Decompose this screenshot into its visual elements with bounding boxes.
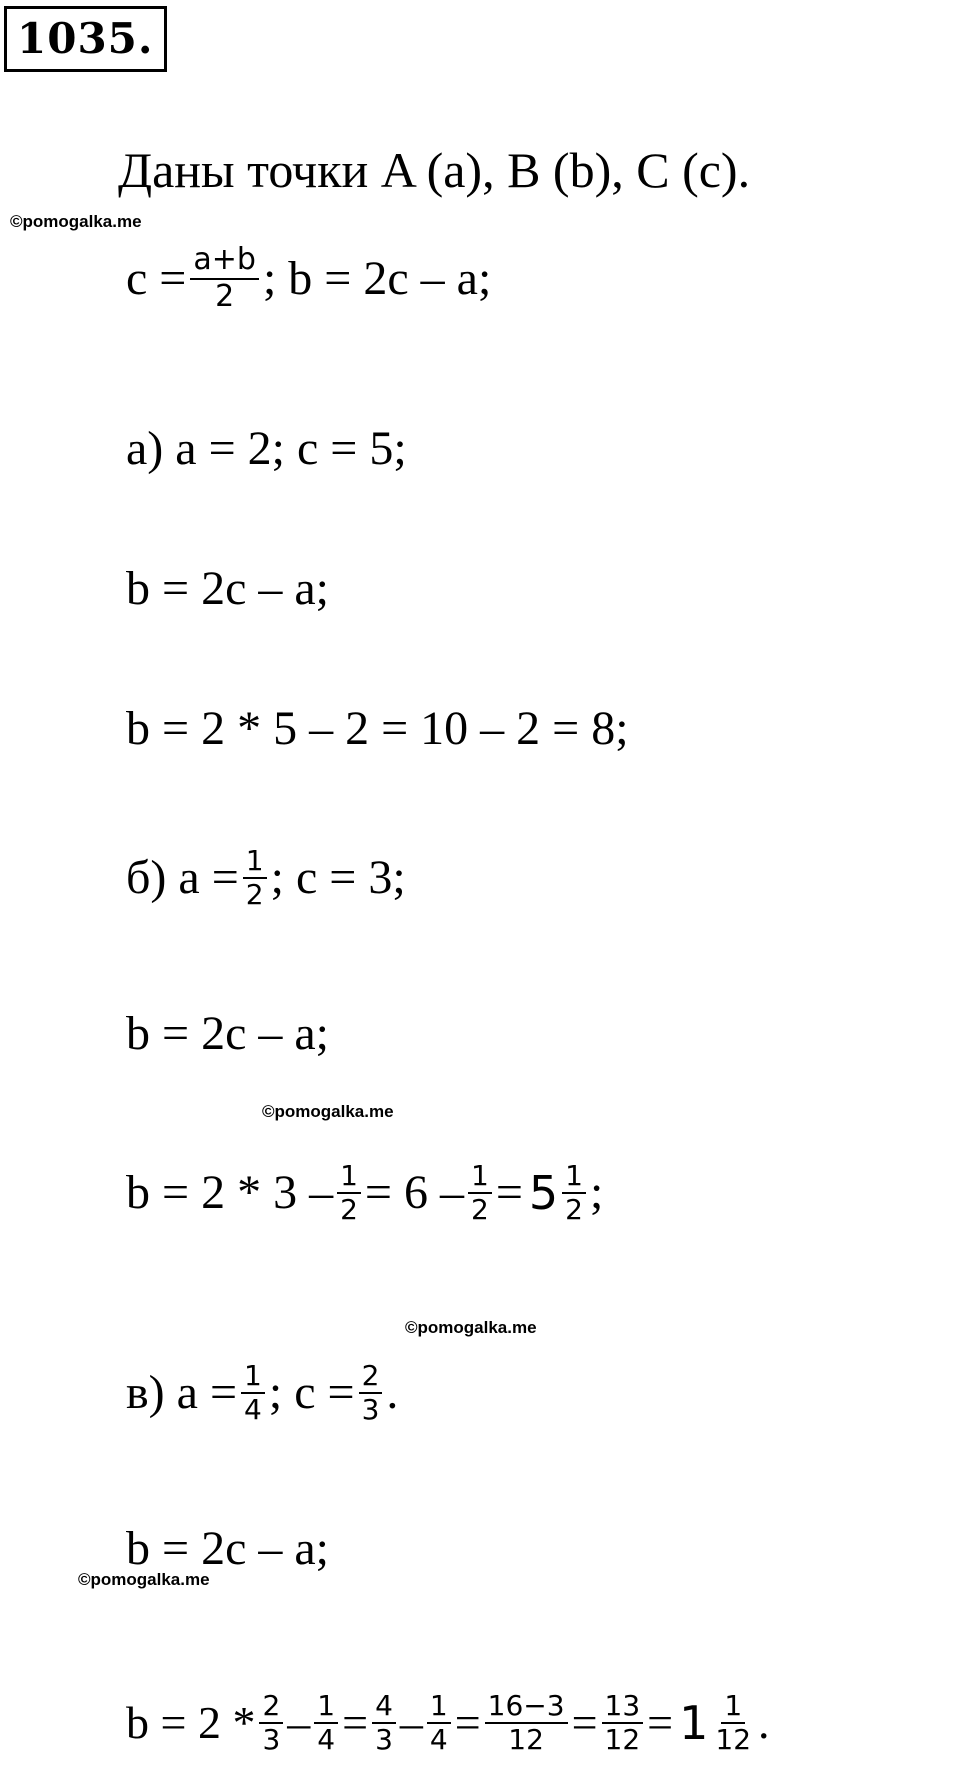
part-b-mid2: = <box>495 1166 523 1220</box>
part-v-f2-num: 1 <box>314 1690 338 1724</box>
watermark-4: ©pomogalka.me <box>78 1570 210 1589</box>
watermark-1: ©pomogalka.me <box>10 212 142 231</box>
part-v-end: . <box>386 1366 399 1420</box>
intro-text: Даны точки A (a), B (b), C (c). <box>118 142 751 198</box>
part-v-mid: ; c = <box>268 1366 355 1420</box>
part-v-op3: – <box>399 1697 423 1749</box>
part-v-label: в) a = <box>126 1366 238 1420</box>
part-b-f1 <box>337 1160 361 1226</box>
part-v-f5-num: 16−3 <box>485 1690 568 1724</box>
part-v-f7-num: 1 <box>721 1690 745 1724</box>
part-v-op5: = <box>571 1697 598 1749</box>
part-b-f1-den: 2 <box>340 1193 358 1227</box>
part-v-f1 <box>259 1690 283 1756</box>
part-b-calc <box>126 1160 603 1226</box>
part-b-given <box>126 845 406 911</box>
part-v-c-den: 3 <box>361 1393 380 1427</box>
part-b-label: б) a = <box>126 851 239 905</box>
part-v-f2 <box>314 1690 338 1756</box>
part-b-f3 <box>562 1160 586 1226</box>
part-v-f4-den: 4 <box>429 1723 448 1757</box>
part-v-f3 <box>372 1690 396 1756</box>
watermark-2: ©pomogalka.me <box>262 1102 394 1121</box>
part-v-c-fraction <box>359 1360 383 1426</box>
part-b-f3-num: 1 <box>562 1160 586 1194</box>
part-v-f6-den: 12 <box>604 1723 641 1757</box>
formula-rest: ; b = 2c – a; <box>262 251 492 305</box>
part-v-f3-num: 4 <box>372 1690 396 1724</box>
formula-lhs: c = <box>126 251 187 305</box>
part-b-a-den: 2 <box>245 878 264 912</box>
part-b-mid1: = 6 – <box>364 1166 464 1220</box>
part-v-given <box>126 1360 398 1426</box>
part-v-op6: = <box>647 1697 674 1749</box>
problem-number: 1035. <box>4 6 167 72</box>
part-v-a-den: 4 <box>244 1393 262 1427</box>
formula-fraction-denominator: 2 <box>215 278 235 314</box>
part-v-f6-num: 13 <box>602 1690 644 1724</box>
part-v-f5-den: 12 <box>508 1723 544 1757</box>
part-b-a-num: 1 <box>243 845 267 879</box>
part-v-f3-den: 3 <box>375 1723 393 1757</box>
part-b-f2 <box>468 1160 492 1226</box>
formula-fraction-numerator: a+b <box>190 243 259 280</box>
midpoint-formula <box>126 243 491 314</box>
part-v-f2-den: 4 <box>317 1723 336 1757</box>
part-v-op4: = <box>454 1697 481 1749</box>
part-a-given: а) a = 2; c = 5; <box>126 422 407 475</box>
part-v-a-fraction <box>241 1360 265 1426</box>
formula-fraction <box>190 243 259 314</box>
part-b-end: ; <box>590 1166 604 1220</box>
part-v-op1: – <box>287 1697 311 1749</box>
part-b-rest: ; c = 3; <box>270 851 406 905</box>
part-v-calc-start: b = 2 * <box>126 1697 256 1749</box>
part-v-formula: b = 2c – a; <box>126 1522 330 1575</box>
part-b-f2-num: 1 <box>468 1160 492 1194</box>
part-v-f1-num: 2 <box>259 1690 283 1724</box>
part-v-mixed-int: 1 <box>679 1696 709 1751</box>
part-b-f1-num: 1 <box>337 1160 361 1194</box>
part-v-f7 <box>712 1690 754 1756</box>
part-b-f3-den: 2 <box>565 1193 583 1227</box>
part-b-calc-start: b = 2 * 3 – <box>126 1166 334 1220</box>
part-b-f2-den: 2 <box>470 1193 489 1227</box>
part-v-f4-num: 1 <box>427 1690 451 1724</box>
part-v-f4 <box>427 1690 451 1756</box>
part-v-c-num: 2 <box>359 1360 383 1394</box>
part-v-end-dot: . <box>758 1697 770 1749</box>
part-v-f7-den: 12 <box>715 1723 752 1757</box>
part-b-a-fraction <box>243 845 267 911</box>
part-v-f1-den: 3 <box>262 1723 281 1757</box>
part-v-f5 <box>485 1690 568 1756</box>
part-v-f6 <box>602 1690 644 1756</box>
part-b-formula: b = 2c – a; <box>126 1007 330 1060</box>
part-a-calc: b = 2 * 5 – 2 = 10 – 2 = 8; <box>126 702 629 755</box>
part-v-calc <box>126 1690 770 1756</box>
part-v-op2: = <box>342 1697 369 1749</box>
part-v-a-num: 1 <box>241 1360 265 1394</box>
part-a-formula: b = 2c – a; <box>126 562 330 615</box>
watermark-3: ©pomogalka.me <box>405 1318 537 1337</box>
part-b-mixed-int: 5 <box>528 1166 559 1221</box>
